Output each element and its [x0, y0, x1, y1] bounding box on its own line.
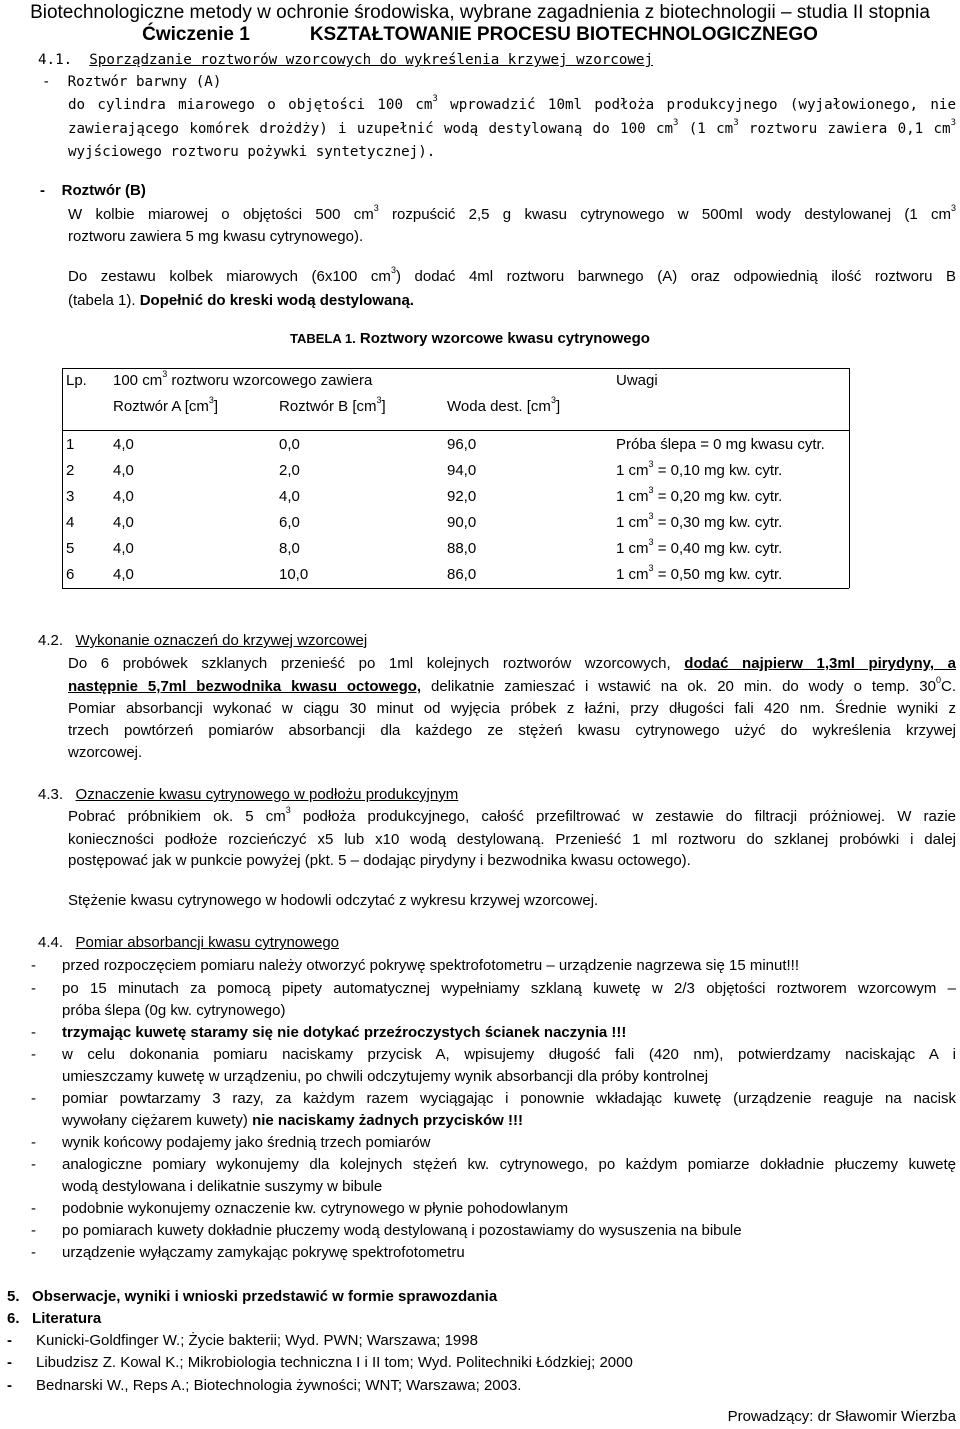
table-cell-w: 90,0: [447, 514, 477, 531]
table-cell-a: 4,0: [113, 514, 134, 531]
s42-line-1: Do 6 probówek szklanych przenieść po 1ml kolejnych roztworów wzorcowych, dodać najpierw 1,3ml pirydyny, a: [68, 655, 957, 672]
course-header: Biotechnologiczne metody w ochronie środowiska, wybrane zagadnienia z biotechnologii – studia II stopnia: [30, 2, 930, 23]
table-cell-w: 88,0: [447, 540, 477, 557]
table-cell-w: 86,0: [447, 566, 477, 583]
s42-line-3: Pomiar absorbancji wykonać w ciągu 30 minut od wyjęcia próbek z łaźni, przy długości fali 420 nm. Średnie wyniki z: [68, 700, 956, 717]
table-cell-b: 8,0: [279, 540, 300, 557]
table-cell-lp: 6: [66, 566, 75, 583]
table-cell-b: 0,0: [279, 436, 300, 453]
table-header-group: 100 $cm^3$ roztworu wzorcowego zawiera: [113, 369, 373, 389]
table-cell-uwagi: 1 $cm^3 = 0,50$ mg kw. cytr.: [616, 563, 783, 583]
step-7-cont: wodą destylowana i delikatnie suszymy w bibule: [62, 1178, 383, 1195]
exercise-label: Ćwiczenie 1: [142, 24, 250, 45]
section-6: 6. Literatura: [7, 1310, 102, 1327]
table-header-b: Roztwór B $[cm^3]$: [279, 395, 386, 415]
solution-a-line-2: zawierającego komórek drożdży) i uzupełnić wodą destylowaną do 100 $cm^3$ (1 $cm^3$ roztworu zawiera 0,1 $cm^3$: [68, 118, 957, 137]
step-5-cont: wywołany ciężarem kuwety) nie naciskamy żadnych przycisków !!!: [62, 1112, 523, 1129]
step-8: podobnie wykonujemy oznaczenie kw. cytrynowego w płynie pohodowlanym: [62, 1200, 569, 1217]
section-4-3-heading: 4.3. Oznaczenie kwasu cytrynowego w podłożu produkcyjnym: [38, 786, 459, 803]
step-2: po 15 minutach za pomocą pipety automatycznej wypełniamy szklaną kuwetę w 2/3 objętości roztworem wzorcowym –: [62, 980, 956, 997]
s43-line-3: postępować jak w punkcie powyżej (pkt. 5 – dodając pirydyny i bezwodnika kwasu octowego).: [68, 852, 691, 869]
table-cell-w: 94,0: [447, 462, 477, 479]
table-header-w: Woda dest. $[cm^3]$: [447, 395, 561, 415]
step-1: przed rozpoczęciem pomiaru należy otworzyć pokrywę spektrofotometru – urządzenie nagrzewa się 15 minut!!!: [62, 957, 800, 974]
table-cell-lp: 3: [66, 488, 75, 505]
section-title: Sporządzanie roztworów wzorcowych do wykreślenia krzywej wzorcowej: [89, 52, 654, 68]
section-4-2-heading: 4.2. Wykonanie oznaczeń do krzywej wzorcowej: [38, 632, 368, 649]
s43-line-4: Stężenie kwasu cytrynowego w hodowli odczytać z wykresu krzywej wzorcowej.: [68, 892, 599, 909]
table-cell-w: 96,0: [447, 436, 477, 453]
step-9: po pomiarach kuwety dokładnie płuczemy wodą destylowaną i pozostawiamy do wysuszenia na bibule: [62, 1222, 742, 1239]
table-header-a: Roztwór A $[cm^3]$: [113, 395, 219, 415]
mix-line-1: Do zestawu kolbek miarowych (6x100 $cm^3$) dodać 4ml roztworu barwnego (A) oraz odpowiednią ilość roztworu B: [68, 265, 956, 285]
step-4-cont: umieszczamy kuwetę w urządzeniu, po chwili odczytujemy wynik absorbancji dla próby kontrolnej: [62, 1068, 709, 1085]
table-cell-uwagi: 1 $cm^3 = 0,30$ mg kw. cytr.: [616, 511, 783, 531]
table-cell-uwagi: Próba ślepa = 0 mg kwasu cytr.: [616, 436, 825, 453]
step-2-cont: próba ślepa (0g kw. cytrynowego): [62, 1002, 286, 1019]
exercise-title: KSZTAŁTOWANIE PROCESU BIOTECHNOLOGICZNEGO: [309, 24, 818, 45]
table-cell-a: 4,0: [113, 462, 134, 479]
section-4-4-heading: 4.4. Pomiar absorbancji kwasu cytrynowego: [38, 934, 339, 951]
table-top-border: [62, 368, 849, 369]
section-number: 4.1.: [38, 52, 73, 68]
step-3: trzymając kuwetę staramy się nie dotykać przeźroczystych ścianek naczynia !!!: [62, 1024, 627, 1041]
table-header-uwagi: Uwagi: [616, 372, 658, 389]
s43-line-2: konieczności podłoże rozcieńczyć x5 lub x10 wodą destylowaną. Przenieść 1 ml roztworu do szklanej probówki i dalej: [68, 831, 956, 848]
table-header-lp: Lp.: [66, 372, 87, 389]
step-7: analogiczne pomiary wykonujemy dla kolejnych stężeń kw. cytrynowego, po każdym pomiarze dokładnie płuczemy kuwetę: [62, 1156, 956, 1173]
table-bottom-border: [62, 588, 849, 589]
solution-a-title: - Roztwór barwny (A): [42, 74, 222, 90]
solution-b-line-1: W kolbie miarowej o objętości 500 $cm^3$ rozpuścić 2,5 g kwasu cytrynowego w 500ml wody destylowanej (1 $cm^3$: [68, 203, 956, 223]
table-cell-lp: 4: [66, 514, 75, 531]
table-caption: TABELA 1. Roztwory wzorcowe kwasu cytrynowego: [290, 330, 650, 347]
table-cell-a: 4,0: [113, 566, 134, 583]
table-cell-b: 6,0: [279, 514, 300, 531]
s43-line-1: Pobrać próbnikiem ok. 5 $cm^3$ podłoża produkcyjnego, całość przefiltrować w zestawie do filtracji próżniowej. W razie: [68, 805, 956, 825]
table-cell-a: 4,0: [113, 488, 134, 505]
table-cell-w: 92,0: [447, 488, 477, 505]
table-cell-a: 4,0: [113, 436, 134, 453]
s42-line-2: następnie 5,7ml bezwodnika kwasu octowego, delikatnie zamieszać i wstawić na ok. 20 min. do wody o temp. $30^0C$.: [68, 675, 956, 695]
reference-2: Libudzisz Z. Kowal K.; Mikrobiologia techniczna I i II tom; Wyd. Politechniki Łódzkiej; 2000: [36, 1354, 633, 1371]
step-5: pomiar powtarzamy 3 razy, za każdym razem wyciągając i ponownie wkładając kuwetę (urządzenie reaguje na nacisk: [62, 1090, 956, 1107]
section-5: 5. Obserwacje, wyniki i wnioski przedstawić w formie sprawozdania: [7, 1288, 498, 1305]
solution-b-line-2: roztworu zawiera 5 mg kwasu cytrynowego).: [68, 228, 364, 245]
table-cell-a: 4,0: [113, 540, 134, 557]
table-cell-uwagi: 1 $cm^3 = 0,40$ mg kw. cytr.: [616, 537, 783, 557]
solution-b-title: - Roztwór (B): [40, 182, 146, 199]
step-10: urządzenie wyłączamy zamykając pokrywę spektrofotometru: [62, 1244, 465, 1261]
table-cell-lp: 2: [66, 462, 75, 479]
solution-a-line-1: do cylindra miarowego o objętości 100 $cm^3$ wprowadzić 10ml podłoża produkcyjnego (wyjałowionego, nie: [68, 94, 956, 113]
table-cell-b: 2,0: [279, 462, 300, 479]
table-cell-lp: 1: [66, 436, 75, 453]
table-header-border: [62, 430, 849, 431]
table-cell-b: 4,0: [279, 488, 300, 505]
step-6: wynik końcowy podajemy jako średnią trzech pomiarów: [62, 1134, 431, 1151]
mix-line-2: (tabela 1). Dopełnić do kreski wodą destylowaną.: [68, 292, 414, 309]
solution-a-line-3: wyjściowego roztworu pożywki syntetycznej).: [68, 144, 436, 160]
table-cell-uwagi: 1 $cm^3 = 0,10$ mg kw. cytr.: [616, 459, 783, 479]
table-cell-lp: 5: [66, 540, 75, 557]
exercise-header: [0, 24, 960, 46]
teacher-signature: Prowadzący: dr Sławomir Wierzba: [727, 1408, 956, 1425]
reference-1: Kunicki-Goldfinger W.; Życie bakterii; Wyd. PWN; Warszawa; 1998: [36, 1332, 478, 1349]
section-4-1-heading: [38, 52, 653, 68]
reference-3: Bednarski W., Reps A.; Biotechnologia żywności; WNT; Warszawa; 2003.: [36, 1377, 522, 1394]
step-4: w celu dokonania pomiaru naciskamy przycisk A, wpisujemy długość fali (420 nm), potwierdzamy naciskając A i: [62, 1046, 956, 1063]
s42-line-5: wzorcowej.: [68, 744, 143, 761]
table-cell-uwagi: 1 $cm^3 = 0,20$ mg kw. cytr.: [616, 485, 783, 505]
table-cell-b: 10,0: [279, 566, 309, 583]
s42-line-4: trzech powtórzeń pomiarów absorbancji dla każdego ze stężeń kwasu cytrynowego użyć do wykreślenia krzywej: [68, 722, 956, 739]
